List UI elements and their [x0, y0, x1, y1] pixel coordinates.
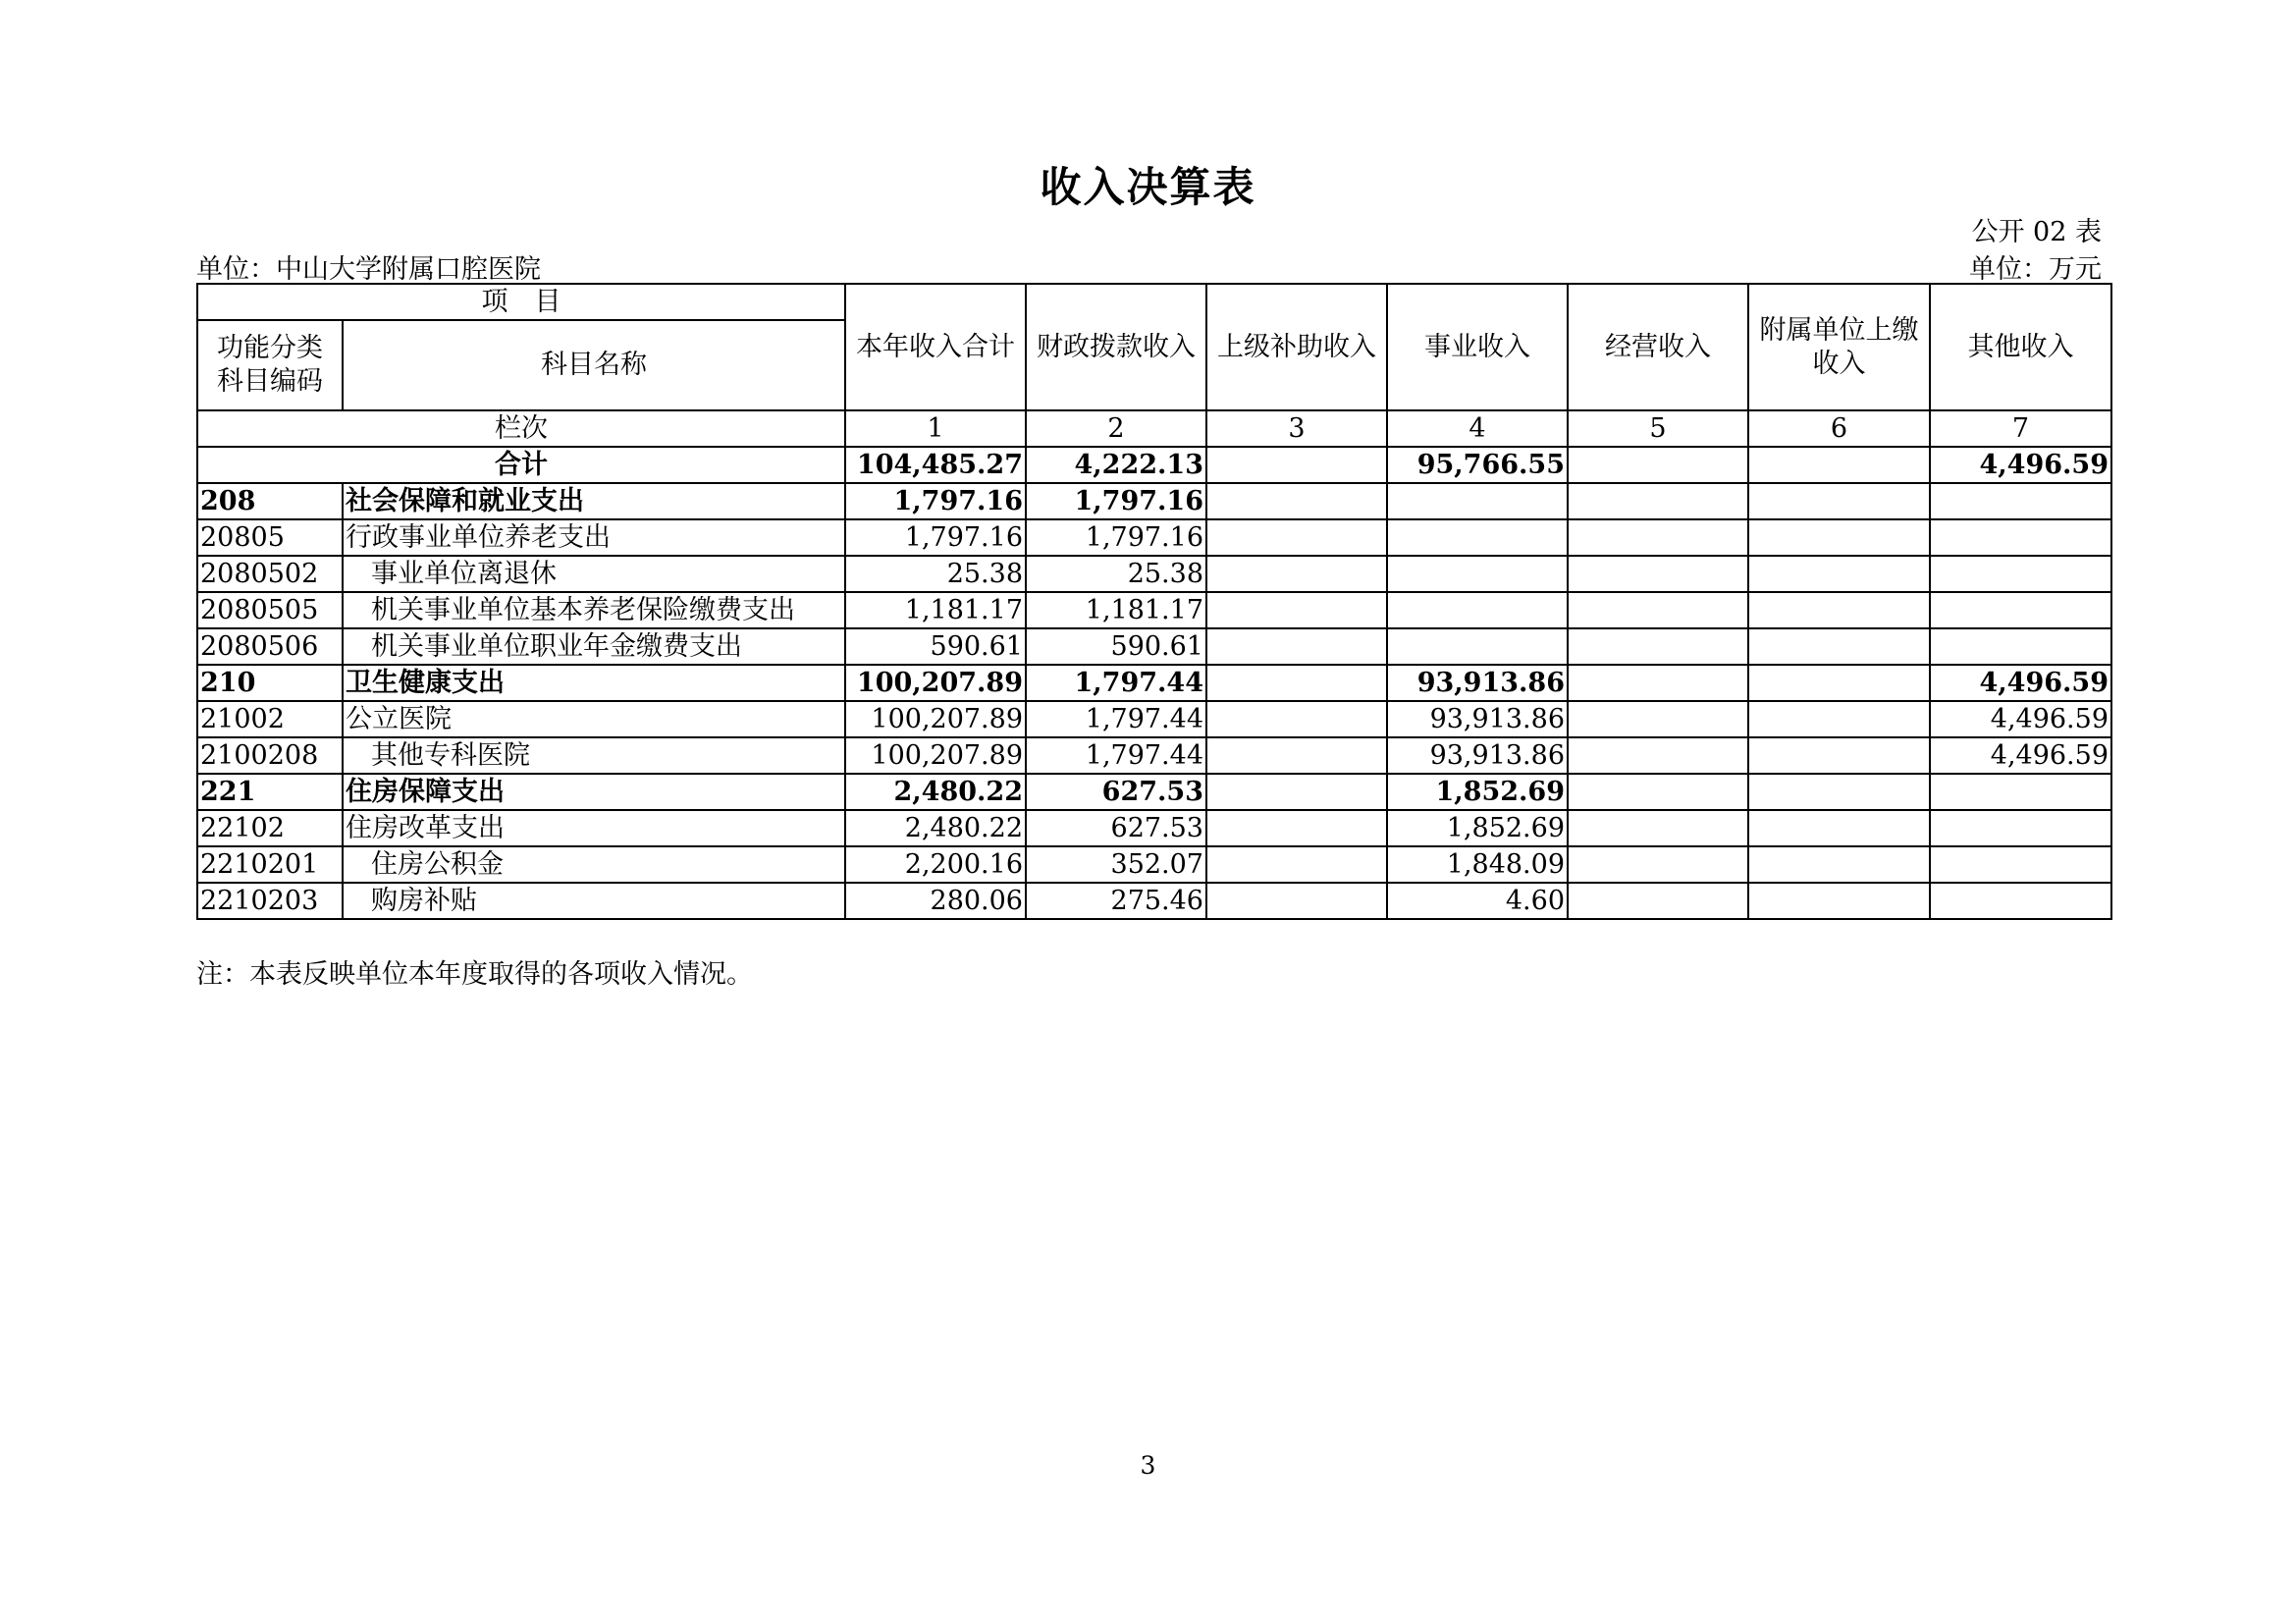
- cell-col4: 93,913.86: [1387, 665, 1568, 701]
- cell-col3: [1206, 483, 1387, 519]
- cell-col2: 627.53: [1026, 774, 1206, 810]
- form-number: 公开 02 表: [1971, 217, 2102, 247]
- total-col4: 95,766.55: [1387, 447, 1568, 483]
- cell-col7: [1930, 483, 2111, 519]
- subject-name: 机关事业单位基本养老保险缴费支出: [343, 592, 845, 628]
- cell-col5: [1568, 810, 1748, 846]
- table-note: 注：本表反映单位本年度取得的各项收入情况。: [196, 959, 753, 990]
- cell-col5: [1568, 701, 1748, 737]
- cell-col3: [1206, 883, 1387, 919]
- cell-col4: [1387, 628, 1568, 665]
- cell-col7: [1930, 592, 2111, 628]
- cell-col1: 2,480.22: [845, 774, 1026, 810]
- subject-code: 2210203: [197, 883, 343, 919]
- cell-col3: [1206, 665, 1387, 701]
- table-row: [197, 665, 2111, 701]
- cell-col6: [1748, 483, 1930, 519]
- header-project: 项 目: [197, 284, 845, 320]
- subject-name: 社会保障和就业支出: [343, 483, 845, 519]
- cell-col7: 4,496.59: [1930, 665, 2111, 701]
- cell-col4: [1387, 556, 1568, 592]
- column-index-5: 5: [1568, 410, 1748, 447]
- cell-col5: [1568, 883, 1748, 919]
- cell-col4: [1387, 519, 1568, 556]
- subject-code: 210: [197, 665, 343, 701]
- cell-col2: 1,797.44: [1026, 701, 1206, 737]
- cell-col2: 1,181.17: [1026, 592, 1206, 628]
- cell-col7: [1930, 628, 2111, 665]
- cell-col5: [1568, 774, 1748, 810]
- cell-col5: [1568, 846, 1748, 883]
- total-col5: [1568, 447, 1748, 483]
- cell-col7: 4,496.59: [1930, 701, 2111, 737]
- cell-col4: 1,852.69: [1387, 774, 1568, 810]
- cell-col6: [1748, 701, 1930, 737]
- cell-col5: [1568, 737, 1748, 774]
- subject-code: 2080505: [197, 592, 343, 628]
- cell-col2: 25.38: [1026, 556, 1206, 592]
- table-row: [197, 774, 2111, 810]
- subject-code: 2210201: [197, 846, 343, 883]
- subject-code: 21002: [197, 701, 343, 737]
- cell-col6: [1748, 774, 1930, 810]
- cell-col6: [1748, 737, 1930, 774]
- subject-name: 住房保障支出: [343, 774, 845, 810]
- cell-col1: 1,797.16: [845, 519, 1026, 556]
- cell-col2: 352.07: [1026, 846, 1206, 883]
- total-col1: 104,485.27: [845, 447, 1026, 483]
- cell-col7: [1930, 774, 2111, 810]
- subject-code: 221: [197, 774, 343, 810]
- cell-col7: [1930, 810, 2111, 846]
- page-number: 3: [1140, 1451, 1156, 1480]
- total-col6: [1748, 447, 1930, 483]
- cell-col5: [1568, 665, 1748, 701]
- cell-col2: 275.46: [1026, 883, 1206, 919]
- table-row: [197, 556, 2111, 592]
- cell-col1: 100,207.89: [845, 701, 1026, 737]
- cell-col3: [1206, 774, 1387, 810]
- header-name: 科目名称: [343, 320, 845, 410]
- cell-col2: 1,797.44: [1026, 665, 1206, 701]
- column-index-6: 6: [1748, 410, 1930, 447]
- cell-col6: [1748, 846, 1930, 883]
- header-code: 功能分类科目编码: [197, 320, 343, 410]
- table-row: [197, 628, 2111, 665]
- cell-col4: 1,852.69: [1387, 810, 1568, 846]
- table-row: [197, 483, 2111, 519]
- subject-name: 住房公积金: [343, 846, 845, 883]
- cell-col3: [1206, 556, 1387, 592]
- subject-name: 机关事业单位职业年金缴费支出: [343, 628, 845, 665]
- cell-col3: [1206, 737, 1387, 774]
- subject-code: 2100208: [197, 737, 343, 774]
- subject-name: 其他专科医院: [343, 737, 845, 774]
- subject-code: 22102: [197, 810, 343, 846]
- cell-col7: [1930, 519, 2111, 556]
- cell-col7: 4,496.59: [1930, 737, 2111, 774]
- table-row: [197, 846, 2111, 883]
- page-title: 收入决算表: [1040, 163, 1256, 211]
- column-index-7: 7: [1930, 410, 2111, 447]
- cell-col5: [1568, 519, 1748, 556]
- cell-col1: 590.61: [845, 628, 1026, 665]
- subject-code: 208: [197, 483, 343, 519]
- column-index-1: 1: [845, 410, 1026, 447]
- cell-col5: [1568, 483, 1748, 519]
- header-col2: 财政拨款收入: [1026, 284, 1206, 410]
- cell-col3: [1206, 628, 1387, 665]
- column-index-3: 3: [1206, 410, 1387, 447]
- cell-col6: [1748, 883, 1930, 919]
- cell-col1: 2,200.16: [845, 846, 1026, 883]
- subject-code: 2080502: [197, 556, 343, 592]
- cell-col6: [1748, 665, 1930, 701]
- table-row: [197, 737, 2111, 774]
- table-row: [197, 810, 2111, 846]
- total-label: 合计: [197, 447, 845, 483]
- subject-name: 购房补贴: [343, 883, 845, 919]
- cell-col7: [1930, 556, 2111, 592]
- cell-col1: 2,480.22: [845, 810, 1026, 846]
- total-row: [197, 447, 2111, 483]
- total-col3: [1206, 447, 1387, 483]
- organization-label: 单位：中山大学附属口腔医院: [196, 254, 541, 285]
- column-index-2: 2: [1026, 410, 1206, 447]
- header-col7: 其他收入: [1930, 284, 2111, 410]
- cell-col6: [1748, 556, 1930, 592]
- cell-col7: [1930, 883, 2111, 919]
- cell-col6: [1748, 592, 1930, 628]
- table-row: [197, 592, 2111, 628]
- cell-col1: 100,207.89: [845, 665, 1026, 701]
- cell-col4: 93,913.86: [1387, 737, 1568, 774]
- column-index-4: 4: [1387, 410, 1568, 447]
- subject-name: 公立医院: [343, 701, 845, 737]
- cell-col2: 1,797.44: [1026, 737, 1206, 774]
- cell-col1: 25.38: [845, 556, 1026, 592]
- subject-name: 卫生健康支出: [343, 665, 845, 701]
- cell-col5: [1568, 592, 1748, 628]
- cell-col6: [1748, 519, 1930, 556]
- cell-col5: [1568, 556, 1748, 592]
- cell-col2: 1,797.16: [1026, 483, 1206, 519]
- header-col5: 经营收入: [1568, 284, 1748, 410]
- subject-code: 20805: [197, 519, 343, 556]
- column-index-label: 栏次: [197, 410, 845, 447]
- cell-col1: 1,797.16: [845, 483, 1026, 519]
- cell-col1: 100,207.89: [845, 737, 1026, 774]
- cell-col3: [1206, 846, 1387, 883]
- cell-col4: 4.60: [1387, 883, 1568, 919]
- header-col1: 本年收入合计: [845, 284, 1026, 410]
- subject-code: 2080506: [197, 628, 343, 665]
- table-row: [197, 883, 2111, 919]
- unit-label: 单位：万元: [1969, 254, 2102, 285]
- cell-col5: [1568, 628, 1748, 665]
- cell-col3: [1206, 810, 1387, 846]
- cell-col6: [1748, 628, 1930, 665]
- subject-name: 住房改革支出: [343, 810, 845, 846]
- cell-col4: [1387, 483, 1568, 519]
- cell-col4: 1,848.09: [1387, 846, 1568, 883]
- cell-col2: 1,797.16: [1026, 519, 1206, 556]
- cell-col6: [1748, 810, 1930, 846]
- header-col4: 事业收入: [1387, 284, 1568, 410]
- cell-col3: [1206, 519, 1387, 556]
- header-col6: 附属单位上缴收入: [1748, 284, 1930, 410]
- subject-name: 事业单位离退休: [343, 556, 845, 592]
- column-index-row: [197, 410, 2111, 447]
- cell-col2: 590.61: [1026, 628, 1206, 665]
- cell-col4: 93,913.86: [1387, 701, 1568, 737]
- cell-col7: [1930, 846, 2111, 883]
- table-row: [197, 701, 2111, 737]
- subject-name: 行政事业单位养老支出: [343, 519, 845, 556]
- cell-col2: 627.53: [1026, 810, 1206, 846]
- header-col3: 上级补助收入: [1206, 284, 1387, 410]
- table-row: [197, 519, 2111, 556]
- cell-col1: 1,181.17: [845, 592, 1026, 628]
- income-final-accounts-table: [196, 283, 2112, 920]
- header-row-project: [197, 284, 2111, 320]
- cell-col3: [1206, 701, 1387, 737]
- total-col2: 4,222.13: [1026, 447, 1206, 483]
- total-col7: 4,496.59: [1930, 447, 2111, 483]
- cell-col1: 280.06: [845, 883, 1026, 919]
- cell-col3: [1206, 592, 1387, 628]
- cell-col4: [1387, 592, 1568, 628]
